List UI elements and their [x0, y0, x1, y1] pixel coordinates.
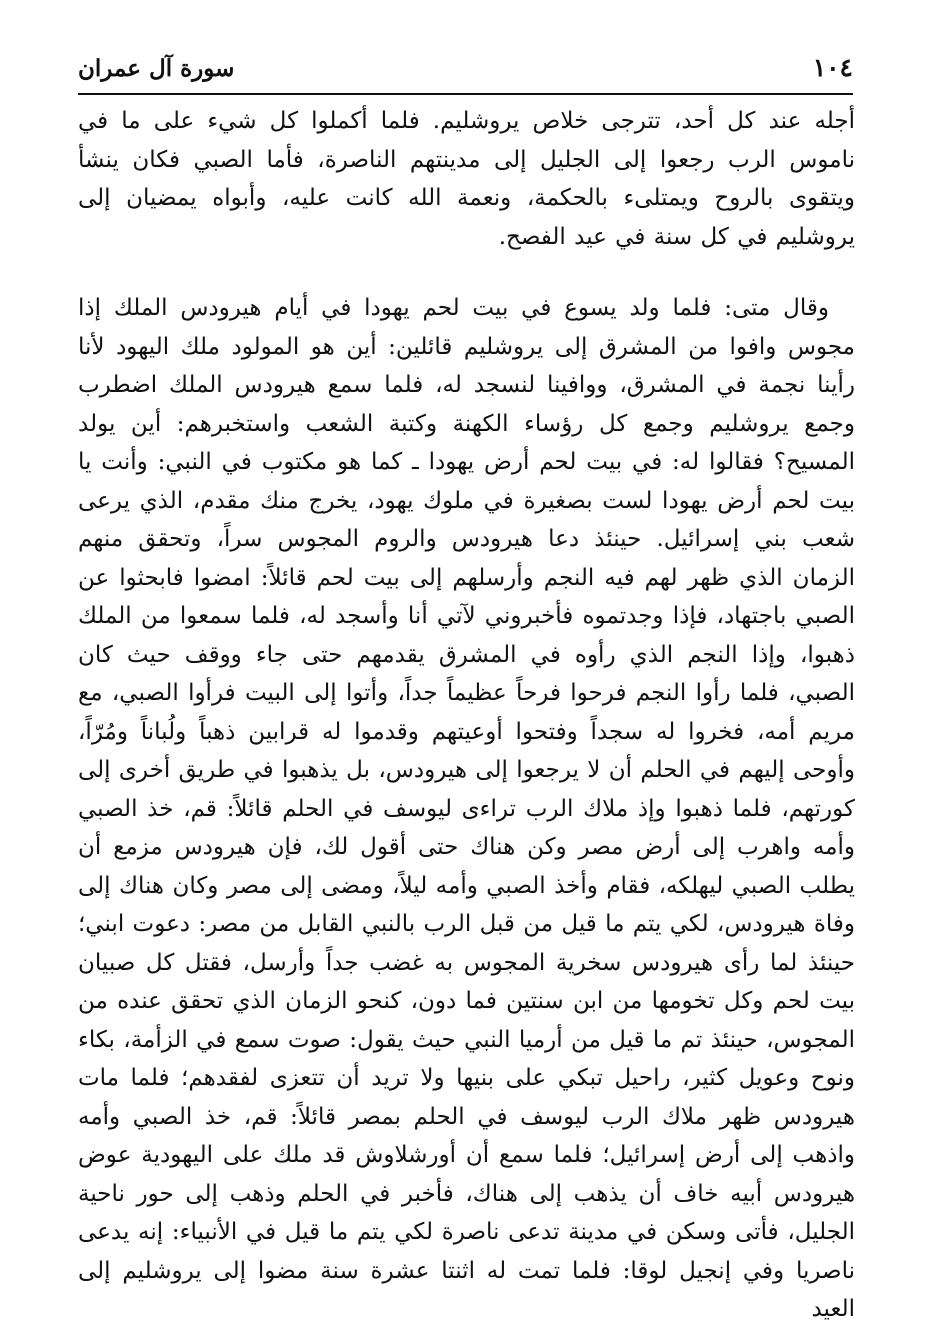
page-header	[78, 53, 853, 95]
surah-title: سورة آل عمران	[78, 55, 235, 82]
paragraph-intro: أجله عند كل أحد، تترجى خلاص يروشليم. فلما أكملوا كل شيء على ما في ناموس الرب رجعوا إلى الجليل إلى مدينتهم الناصرة، فأما الصبي فكان ينشأ ويتقوى بالروح ويمتلىء بالحكمة، ونعمة الله كانت عليه، وأبواه يمضيان إلى يروشليم في كل سنة في عيد الفصح.	[78, 108, 855, 250]
paragraph-matthew-narrative: وقال متى: فلما ولد يسوع في بيت لحم يهودا في أيام هيرودس الملك إذا مجوس وافوا من المشرق إلى يروشليم قائلين: أين هو المولود ملك اليهود لأنا رأينا نجمة في المشرق، ووافينا لنسجد له، فلما سمع هيرودس الملك اضطرب وجمع يروشليم وجمع كل رؤساء الكهنة وكتبة الشعب واستخبرهم: أين يولد المسيح؟ فقالوا له: في بيت لحم أرض يهودا ـ كما هو مكتوب في النبي: وأنت يا بيت لحم أرض يهودا لست بصغيرة في ملوك يهود، يخرج منك مقدم، الذي يرعى شعب بني إسرائيل. حينئذ دعا هيرودس والروم المجوس سراً، وتحقق منهم الزمان الذي ظهر لهم فيه النجم وأرسلهم إلى بيت لحم قائلاً: امضوا فابحثوا عن الصبي باجتهاد، فإذا وجدتموه فأخبروني لآتي أنا وأسجد له، فلما سمعوا من الملك ذهبوا، وإذا النجم الذي رأوه في المشرق يقدمهم حتى جاء ووقف حيث كان الصبي، فلما رأوا النجم فرحوا فرحاً عظيماً جداً، وأتوا إلى البيت فرأوا الصبي، مع مريم أمه، فخروا له سجداً وفتحوا أوعيتهم وقدموا له قرابين ذهباً ولُباناً ومُرّاً، وأوحى إليهم في الحلم أن لا يرجعوا إلى هيرودس، بل يذهبوا في طريق أخرى إلى كورتهم، فلما ذهبوا وإذ ملاك الرب تراءى ليوسف في الحلم قائلاً: قم، خذ الصبي وأمه واهرب إلى أرض مصر وكن هناك حتى أقول لك، فإن هيرودس مزمع أن يطلب الصبي ليهلكه، فقام وأخذ الصبي وأمه ليلاً، ومضى إلى مصر وكان هناك إلى وفاة هيرودس، لكي يتم ما قيل من قبل الرب بالنبي القابل من مصر: دعوت ابني؛ حينئذ لما رأى هيرودس سخرية المجوس به غضب جداً وأرسل، فقتل كل صبيان بيت لحم وكل تخومها من ابن سنتين فما دون، كنحو الزمان الذي تحقق عنده من المجوس، حينئذ تم ما قيل من أرميا النبي حيث يقول: صوت سمع في الزأمة، بكاء ونوح وعويل كثير، راحيل تبكي على بنيها ولا تريد أن تتعزى لفقدهم؛ فلما مات هيرودس ظهر ملاك الرب ليوسف في الحلم بمصر قائلاً: قم، خذ الصبي وأمه واذهب إلى أرض إسرائيل؛ فلما سمع أن أورشلاوش قد ملك على اليهودية عوض هيرودس أبيه خاف أن يذهب إلى هناك، فأخبر في الحلم وذهب إلى حور ناحية الجليل، فأتى وسكن في مدينة تدعى ناصرة لكي يتم ما قيل في الأنبياء: إنه يدعى ناصريا وفي إنجيل لوقا: فلما تمت له اثنتا عشرة سنة مضوا إلى يروشليم إلى العيد	[78, 295, 855, 1322]
page-number: ١٠٤	[812, 53, 853, 82]
body-text	[78, 102, 855, 1329]
